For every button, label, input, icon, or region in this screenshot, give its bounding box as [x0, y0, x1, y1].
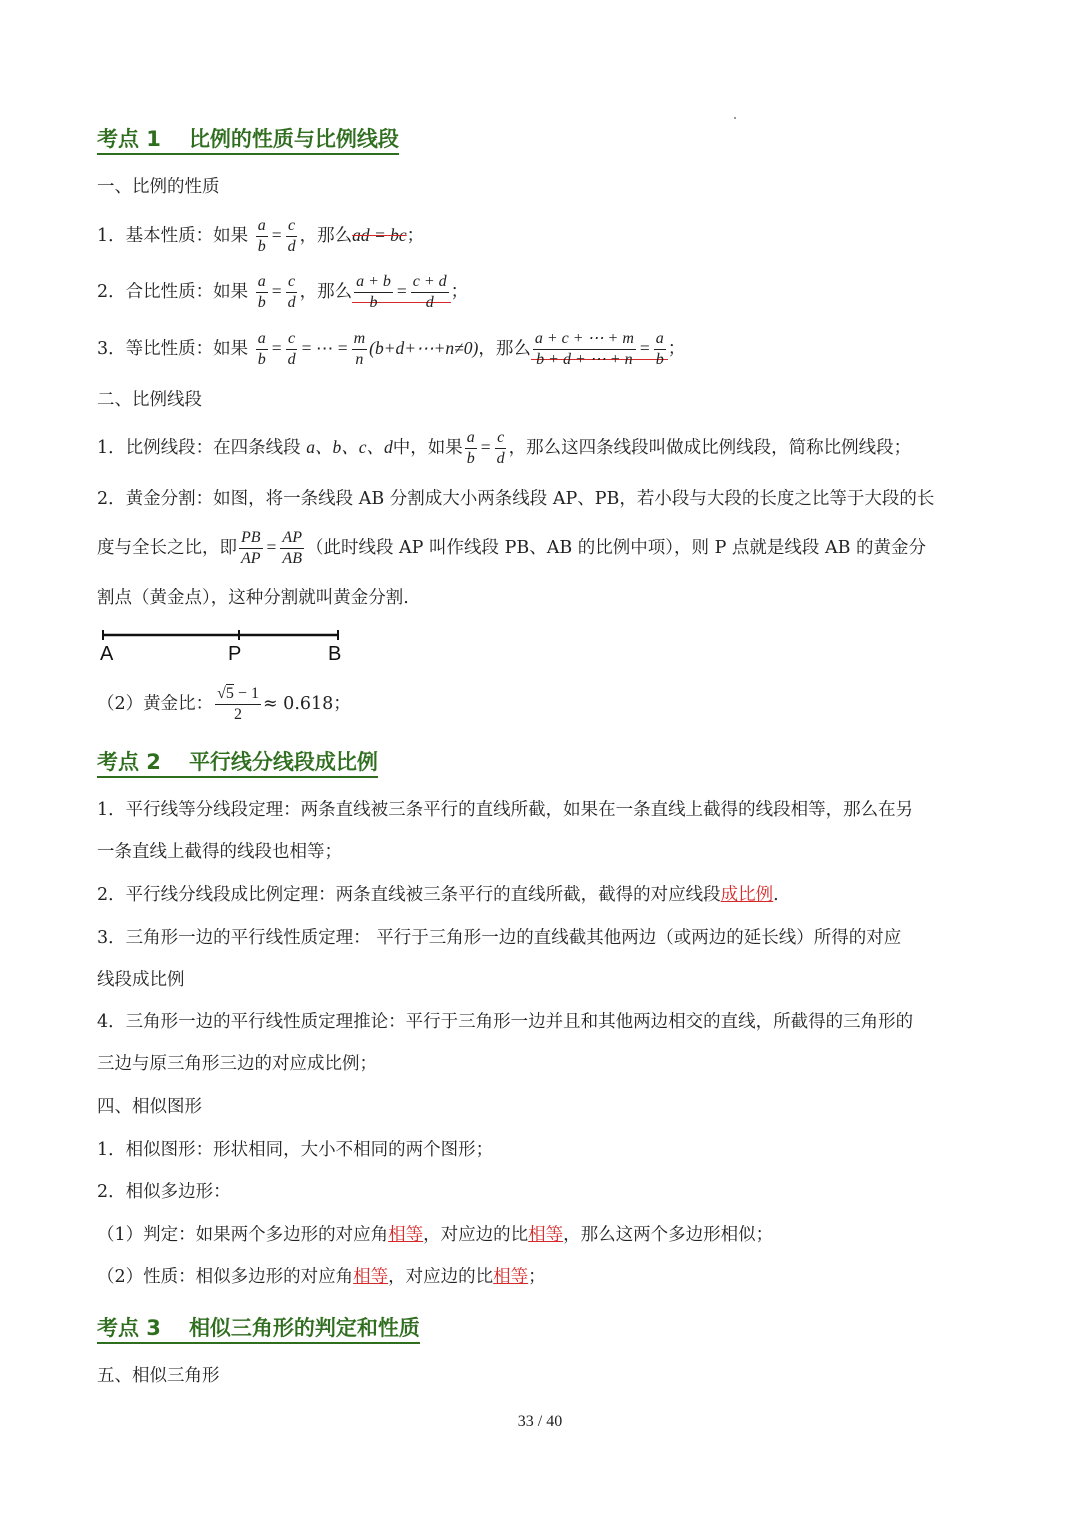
answer-text: 成比例	[720, 885, 774, 905]
text: （此时线段 AP 叫作线段 PB、AB 的比例中项），则 P 点就是线段 AB 的黄金分	[305, 538, 927, 558]
subsection-title: 五、相似三角形	[97, 1366, 220, 1386]
text: 1．基本性质：如果	[97, 226, 249, 246]
heading-number: 考点 1	[97, 127, 161, 151]
text: ，那么	[299, 226, 353, 246]
heading-title: 平行线分线段成比例	[188, 750, 378, 774]
text: ；	[450, 282, 469, 302]
golden-section-line2: 度与全长之比，即 $\frac{PB}{AP}$ = $\frac{AP}{AB}$ （此时线段 AP 叫作线段 PB、AB 的比例中项），则 P 点就是线段 AB 的黄金分	[97, 529, 927, 567]
text: ；	[406, 226, 425, 246]
text: ，对应边的比	[423, 1225, 529, 1245]
theorem-3-line2: 线段成比例	[97, 970, 185, 990]
theorem-4-line1: 4．三角形一边的平行线性质定理推论：平行于三角形一边并且和其他两边相交的直线，所截得的三角形的	[97, 1012, 914, 1032]
heading-number: 考点 2	[97, 750, 161, 774]
heading-number: 考点 3	[97, 1316, 161, 1340]
golden-ratio-fraction: $\frac{√5 - 1}{2}$	[217, 685, 259, 723]
text: （2）性质：相似多边形的对应角	[97, 1267, 354, 1287]
section-heading-2	[97, 749, 378, 778]
subsection-title: 四、相似图形	[97, 1097, 202, 1117]
section-heading-1	[97, 126, 399, 155]
property-equal-ratio: 3．等比性质：如果 $\frac{a}{b}$ = $\frac{c}{d}$ = ⋯ = $\frac{m}{n}$ (b+d+⋯+n≠0)，那么 $\frac{a + c + \cdots + m}{b + d + \cdots + n}$ = $\frac{a}{b}$ ；	[97, 330, 686, 368]
theorem-1-line2: 一条直线上截得的线段也相等；	[97, 842, 342, 862]
theorem-2	[97, 883, 779, 907]
variables: a、b、c、d	[306, 437, 393, 457]
text: （1）判定：如果两个多边形的对应角	[97, 1225, 389, 1245]
stray-mark	[734, 117, 736, 119]
theorem-3-line1: 3．三角形一边的平行线性质定理： 平行于三角形一边的直线截其他两边（或两边的延长线）所得的对应	[97, 928, 902, 948]
page-number: 33 / 40	[517, 1413, 563, 1430]
heading-title: 相似三角形的判定和性质	[188, 1316, 420, 1340]
text: 度与全长之比，即	[97, 538, 237, 558]
property-componendo: 2．合比性质：如果 $\frac{a}{b}$ = $\frac{c}{d}$ ，那么 $\frac{a + b}{b}$ = $\frac{c + d}{d}$ ；	[97, 273, 469, 311]
subsection-title: 一、比例的性质	[97, 177, 220, 197]
answer-strikethrough: ad = bc	[352, 225, 407, 245]
segment-diagram	[97, 627, 357, 667]
similar-figures: 1．相似图形：形状相同，大小不相同的两个图形；	[97, 1140, 494, 1160]
label-a: A	[100, 643, 114, 665]
answer-text: 相等	[528, 1225, 564, 1245]
similar-polygons: 2．相似多边形：	[97, 1182, 231, 1202]
text: ，那么	[478, 339, 531, 359]
condition: (b+d+⋯+n≠0)	[369, 338, 479, 358]
text: 中，如果	[392, 438, 463, 458]
text: .	[773, 885, 779, 905]
text: 3．等比性质：如果	[97, 339, 249, 359]
golden-section-line3: 割点（黄金点），这种分割就叫黄金分割.	[97, 588, 409, 608]
section-heading-3	[97, 1315, 420, 1344]
answer-underline: $\frac{a + c + \cdots + m}{b + d + \cdots + n}$ = $\frac{a}{b}$	[531, 339, 668, 360]
answer-text: 相等	[493, 1267, 529, 1287]
property-basic: 1．基本性质：如果 $\frac{a}{b}$ = $\frac{c}{d}$ ，那么ad = bc；	[97, 217, 425, 255]
answer-underline: $\frac{a + b}{b}$ = $\frac{c + d}{d}$	[352, 282, 451, 303]
def-proportional-segments: 1．比例线段：在四条线段 a、b、c、d中，如果 $\frac{a}{b}$ = $\frac{c}{d}$ ，那么这四条线段叫做成比例线段，简称比例线段；	[97, 429, 912, 467]
text: ，那么	[299, 282, 353, 302]
text: 2．合比性质：如果	[97, 282, 249, 302]
fraction-c-d: $\frac{c}{d}$	[287, 217, 296, 255]
fraction-c-d: $\frac{c}{d}$	[287, 273, 296, 311]
answer-text: 相等	[388, 1225, 424, 1245]
fraction-a-b: $\frac{a}{b}$	[257, 217, 266, 255]
text: 1．比例线段：在四条线段	[97, 438, 301, 458]
text: 2．平行线分线段成比例定理：两条直线被三条平行的直线所截，截得的对应线段	[97, 885, 721, 905]
text: ，对应边的比	[388, 1267, 494, 1287]
fraction-a-b: $\frac{a}{b}$	[257, 273, 266, 311]
similar-polygons-property	[97, 1265, 546, 1289]
theorem-1-line1: 1．平行线等分线段定理：两条直线被三条平行的直线所截，如果在一条直线上截得的线段相等，那么在另	[97, 800, 914, 820]
text: ≈ 0.618；	[262, 694, 351, 714]
text: （2）黄金比：	[97, 694, 214, 714]
subsection-title: 二、比例线段	[97, 390, 202, 410]
theorem-4-line2: 三边与原三角形三边的对应成比例；	[97, 1054, 377, 1074]
heading-title: 比例的性质与比例线段	[188, 127, 399, 151]
golden-ratio	[97, 684, 351, 725]
similar-polygons-criterion	[97, 1223, 773, 1247]
text: ，那么这四条线段叫做成比例线段，简称比例线段；	[508, 438, 912, 458]
text: ；	[667, 339, 686, 359]
label-b: B	[328, 643, 342, 665]
text: ，那么这两个多边形相似；	[563, 1225, 774, 1245]
text: ；	[528, 1267, 546, 1287]
golden-section-line1: 2．黄金分割：如图，将一条线段 AB 分割成大小两条线段 AP、PB，若小段与大段的长度之比等于大段的长	[97, 489, 935, 509]
answer-text: 相等	[353, 1267, 389, 1287]
label-p: P	[228, 643, 242, 665]
